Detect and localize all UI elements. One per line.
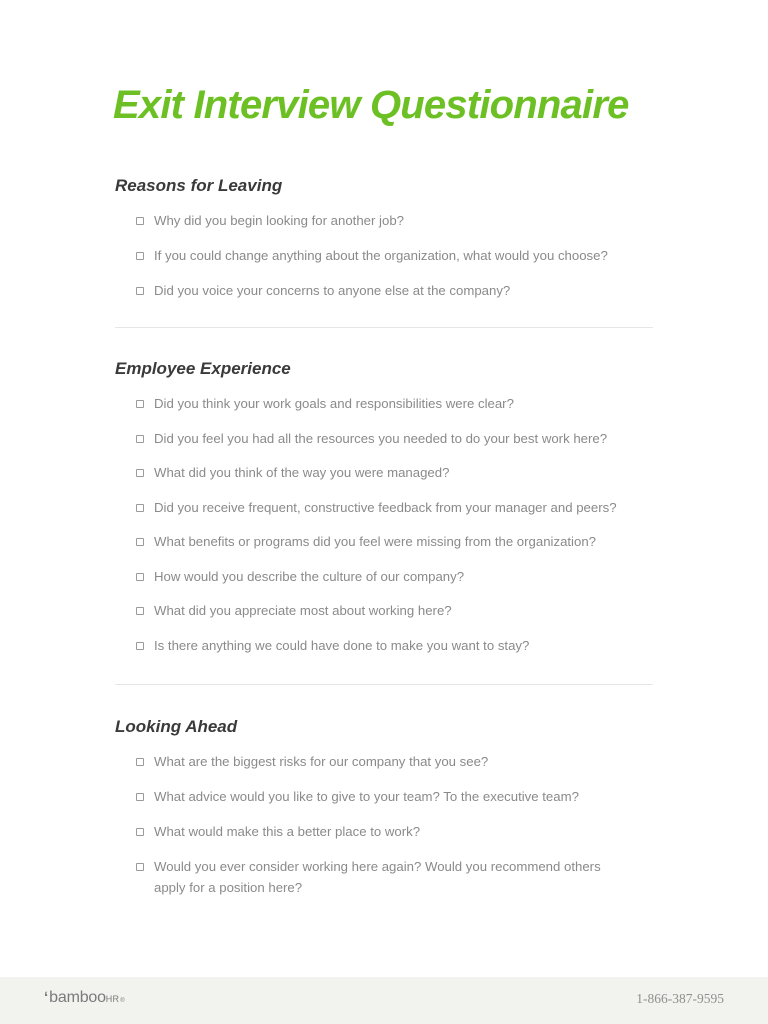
checkbox[interactable]	[136, 435, 144, 443]
question-text: Is there anything we could have done to make you want to stay?	[154, 637, 530, 653]
section-divider	[115, 684, 653, 685]
question-item	[136, 428, 655, 449]
checkbox[interactable]	[136, 607, 144, 615]
logo-trademark: ®	[120, 998, 125, 1004]
question-list	[136, 751, 655, 898]
question-text: What would make this a better place to work?	[154, 824, 421, 839]
question-item	[136, 245, 655, 266]
section-divider	[115, 327, 653, 328]
question-text: Did you think your work goals and responsibilities were clear?	[154, 396, 514, 411]
question-text: What did you appreciate most about working here?	[154, 603, 452, 618]
section-heading: Employee Experience	[115, 359, 291, 378]
question-item	[136, 462, 655, 483]
page-title: Exit Interview Questionnaire	[113, 83, 629, 127]
question-item	[136, 210, 655, 231]
section-employee-experience	[115, 358, 655, 656]
checkbox[interactable]	[136, 504, 144, 512]
question-text: If you could change anything about the organization, what would you choose?	[154, 248, 608, 263]
question-text: Did you receive frequent, constructive feedback from your manager and peers?	[154, 499, 617, 515]
checkbox[interactable]	[136, 287, 144, 295]
question-text: What advice would you like to give to your team? To the executive team?	[154, 789, 579, 804]
checkbox[interactable]	[136, 793, 144, 801]
leaf-icon: ʻ	[44, 989, 49, 1006]
checkbox[interactable]	[136, 642, 144, 650]
checkbox[interactable]	[136, 400, 144, 408]
question-item	[136, 497, 655, 518]
checkbox[interactable]	[136, 863, 144, 871]
checkbox[interactable]	[136, 252, 144, 260]
question-item	[136, 821, 655, 842]
question-text: Did you voice your concerns to anyone else at the company?	[154, 283, 511, 298]
logo-hr: HR	[105, 994, 120, 1004]
question-item	[136, 751, 655, 772]
question-text: What are the biggest risks for our company that you see?	[154, 754, 489, 769]
checkbox[interactable]	[136, 573, 144, 581]
checkbox[interactable]	[136, 758, 144, 766]
question-item	[136, 531, 655, 552]
question-item	[136, 786, 655, 807]
checkbox[interactable]	[136, 828, 144, 836]
section-heading: Looking Ahead	[115, 717, 238, 736]
question-item	[136, 600, 655, 621]
question-item	[136, 280, 655, 301]
question-text: Would you ever consider working here again? Would you recommend others apply for a position here?	[154, 859, 601, 895]
section-reasons-for-leaving	[115, 175, 655, 301]
phone-number: 1-866-387-9595	[636, 991, 724, 1006]
bamboohr-logo	[44, 989, 125, 1007]
question-text: What benefits or programs did you feel were missing from the organization?	[154, 534, 596, 549]
section-heading: Reasons for Leaving	[115, 176, 283, 195]
question-text: How would you describe the culture of our company?	[154, 568, 465, 584]
question-text: Did you feel you had all the resources you needed to do your best work here?	[154, 430, 608, 446]
question-text: What did you think of the way you were managed?	[154, 465, 450, 480]
checkbox[interactable]	[136, 538, 144, 546]
question-item	[136, 635, 655, 656]
checkbox[interactable]	[136, 217, 144, 225]
question-list	[136, 393, 655, 656]
question-item	[136, 856, 655, 898]
section-looking-ahead	[115, 716, 655, 898]
checkbox[interactable]	[136, 469, 144, 477]
question-text: Why did you begin looking for another job?	[154, 213, 404, 228]
page-footer	[0, 977, 768, 1024]
question-list	[136, 210, 655, 301]
question-item	[136, 566, 655, 587]
logo-wordmark: bamboo	[49, 989, 106, 1006]
question-item	[136, 393, 655, 414]
